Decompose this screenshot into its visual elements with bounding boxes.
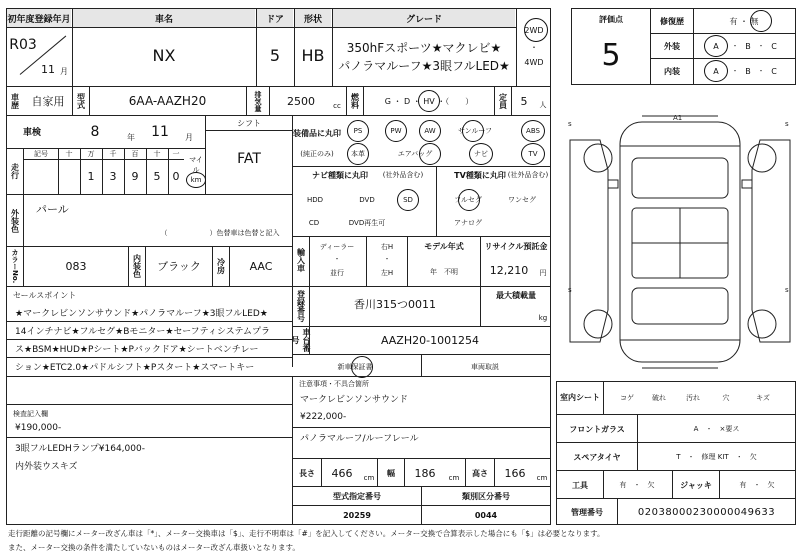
shape: HB xyxy=(301,45,325,65)
int-dot2: ・ xyxy=(757,67,765,75)
seat-item-4: キズ xyxy=(756,394,770,402)
tv-fullseg: フルセグ xyxy=(454,196,482,204)
inspection-year-unit: 年 xyxy=(127,132,135,142)
footer-line1: 走行距離の記号欄にメーター改ざん車は「*」、メーター交換車は「$」、走行不明車は「#」を記入してください。メーター交換で合算表示した場合にも「$」は必要となります。 xyxy=(8,529,605,538)
repair-options: 有 ・ 無 xyxy=(729,16,759,26)
inspection-month: 11 xyxy=(151,124,169,140)
nav-label: ナビ種類に丸印 xyxy=(312,170,368,180)
car-name: NX xyxy=(152,45,176,65)
notes-line-1: ¥222,000- xyxy=(300,412,347,422)
inspector-label: 検査記入欄 xyxy=(13,410,48,418)
equipment-label: 装備品に丸印 xyxy=(293,128,341,138)
tv-fullseg-circle xyxy=(458,189,480,211)
nav-hdd: HDD xyxy=(306,196,324,204)
reg-year: R03 xyxy=(9,37,37,53)
plate-label: 登録番号 xyxy=(296,290,306,322)
sales-line-0: ★マークレビンソンサウンド★パノラマルーフ★3眼フルLED★ xyxy=(15,308,268,319)
nav-sub: (社外品含む) xyxy=(382,171,424,179)
equip-tv-circle xyxy=(521,143,545,165)
int-dot1: ・ xyxy=(731,67,739,75)
color-value: パール xyxy=(36,203,69,216)
ac: AAC xyxy=(249,259,273,273)
color-label: 外装色 xyxy=(10,209,20,233)
jack-items: 有 ・ 欠 xyxy=(739,481,775,489)
import-dot: ・ xyxy=(333,255,341,263)
exterior-label: 外装 xyxy=(664,41,680,51)
digit-header-3: 千 xyxy=(109,150,117,158)
tools-label: 工具 xyxy=(572,480,588,490)
diagram-marker-a1: A1 xyxy=(673,114,683,122)
score: 5 xyxy=(601,37,621,73)
car-name-label: 車名 xyxy=(73,9,255,27)
mileage-digit-5: 0 xyxy=(172,169,180,183)
tv-sub: (社外品含む) xyxy=(507,171,549,179)
nav-sd-circle xyxy=(397,189,419,211)
equip-sunroof-circle xyxy=(462,120,484,142)
mgmt-number: 02038000230000049633 xyxy=(637,506,776,518)
door: 5 xyxy=(269,45,281,65)
exterior-grade-b: B xyxy=(745,41,751,51)
reg-month-unit: 月 xyxy=(60,66,68,76)
width-unit: cm xyxy=(448,474,460,482)
inspector-line-0: ¥190,000- xyxy=(15,423,62,433)
digit-header-4: 百 xyxy=(131,150,139,158)
displacement: 2500 xyxy=(287,94,315,108)
sales-line-1: 14インチナビ★フルセグ★Bモニター★セーフティシステムプラ xyxy=(15,326,271,337)
tv-analog: アナログ xyxy=(454,219,482,227)
height-label: 高さ xyxy=(472,468,488,478)
mileage-digit-3: 9 xyxy=(131,169,139,183)
model-year-label: モデル年式 xyxy=(424,241,464,251)
digit-header-1: 十 xyxy=(65,150,73,158)
type-class-label: 類別区分番号 xyxy=(462,491,510,501)
seat-item-3: 穴 xyxy=(722,394,730,402)
load-label: 最大積載量 xyxy=(496,290,536,300)
model-year: 年 不明 xyxy=(430,268,458,276)
shape-label: 形状 xyxy=(295,9,331,27)
equip-sunroof: サンルーフ xyxy=(457,127,493,135)
door-label: ドア xyxy=(257,9,293,27)
notes-line-0: マークレビンソンサウンド xyxy=(300,394,409,405)
equip-leather: 本革 xyxy=(351,150,365,158)
equip-tv: TV xyxy=(528,150,538,158)
equip-nav-circle xyxy=(469,143,493,165)
capacity-label: 定員 xyxy=(498,93,508,109)
mileage-unit-mile: マイル xyxy=(189,156,203,174)
grade-line1: 350hFスポーツ★マクレビ★ xyxy=(346,40,502,55)
fuel-label: 燃料 xyxy=(350,93,360,109)
tv-oneseg: ワンセグ xyxy=(508,196,536,204)
model: 6AA-AAZH20 xyxy=(128,94,207,108)
inspection-month-unit: 月 xyxy=(185,132,193,142)
shift-label: シフト xyxy=(237,118,261,128)
usage: 自家用 xyxy=(31,95,65,108)
seat-item-1: 破れ xyxy=(652,394,666,402)
capacity-unit: 人 xyxy=(539,101,547,109)
seat-item-2: 汚れ xyxy=(686,394,700,402)
equip-nav: ナビ xyxy=(474,150,488,158)
load-unit: kg xyxy=(538,314,548,322)
import-dealer: ディーラー xyxy=(319,243,355,251)
length-unit: cm xyxy=(363,474,375,482)
usage-label: 車歴 xyxy=(10,93,20,109)
diagram-s-tr: s xyxy=(785,120,789,128)
nav-sd: SD xyxy=(403,196,413,204)
interior-color: ブラック xyxy=(157,260,201,273)
equip-airbag-circle xyxy=(419,143,441,165)
equip-leather-circle xyxy=(347,143,369,165)
interior-label: 内装 xyxy=(664,66,680,76)
import-left: 左H xyxy=(380,269,394,277)
ac-label: 冷房 xyxy=(216,258,226,274)
footer-line2: また、メーター交換の条件を満たしていないものはメーター改ざん車扱いとなります。 xyxy=(8,543,300,552)
height-unit: cm xyxy=(536,474,548,482)
guarantee-new: 新車保証書 xyxy=(337,363,373,371)
mgmt-label: 管理番号 xyxy=(571,507,603,517)
sales-line-2: ス★BSM★HUD★Pシート★Pバックドア★シートベンチレー xyxy=(15,344,259,355)
ext-dot2: ・ xyxy=(757,42,765,50)
jack-label: ジャッキ xyxy=(680,480,712,490)
color-code: 083 xyxy=(65,259,87,273)
nav-cd: CD xyxy=(308,219,320,227)
type-model: 20259 xyxy=(343,510,371,520)
interior-seat-label: 室内シート xyxy=(560,392,600,402)
color-code-label: カラーNo. xyxy=(11,248,19,284)
capacity: 5 xyxy=(520,94,528,108)
equip-abs: ABS xyxy=(526,127,540,135)
width: 186 xyxy=(414,466,436,480)
import-dot2: ・ xyxy=(383,255,391,263)
spare-label: スペアタイヤ xyxy=(573,452,621,462)
diagram-s-tl: s xyxy=(568,120,572,128)
exterior-grade-a: A xyxy=(713,41,719,51)
import-right: 右H xyxy=(380,243,394,251)
width-label: 幅 xyxy=(387,468,395,478)
car-damage-diagram xyxy=(560,110,800,375)
drive-2wd-circle xyxy=(524,18,548,42)
drive-2wd: 2WD xyxy=(524,25,544,35)
inspector-line-2: 内外装ウスキズ xyxy=(15,461,78,472)
recycle: 12,210 xyxy=(489,263,529,277)
windshield-items: A ・ ×要ス xyxy=(693,425,740,433)
import-label: 輸入車 xyxy=(296,248,306,272)
notes-label: 注意事項・不具合箇所 xyxy=(299,380,369,388)
mileage-unit-km: km xyxy=(190,176,202,184)
type-model-label: 型式指定番号 xyxy=(333,491,381,501)
guarantee-circle xyxy=(351,356,373,378)
plate-value: 香川315つ0011 xyxy=(354,298,436,311)
nav-dvd: DVD xyxy=(359,196,375,204)
tv-label: TV種類に丸印 xyxy=(454,170,506,180)
ext-dot1: ・ xyxy=(731,42,739,50)
height: 166 xyxy=(504,466,526,480)
tools-items: 有 ・ 欠 xyxy=(619,481,655,489)
diagram-s-br: s xyxy=(785,286,789,294)
sales-label: セールスポイント xyxy=(13,290,77,300)
grade-line2: パノラマルーフ★3眼フルLED★ xyxy=(338,58,510,73)
km-circle xyxy=(186,172,206,188)
model-label: 型式 xyxy=(76,93,86,109)
digit-header-5: 十 xyxy=(153,150,161,158)
windshield-label: フロントガラス xyxy=(569,424,625,434)
mileage-digit-4: 5 xyxy=(153,169,161,183)
interior-selected-circle xyxy=(704,60,728,82)
equip-aw-circle xyxy=(419,120,441,142)
exterior-selected-circle xyxy=(704,35,728,57)
drive-dot: ・ xyxy=(530,42,538,52)
mileage-digit-2: 3 xyxy=(109,169,117,183)
shift: FAT xyxy=(237,151,261,167)
length: 466 xyxy=(331,466,353,480)
length-label: 長さ xyxy=(299,468,315,478)
equip-pw-circle xyxy=(385,120,407,142)
type-class: 0044 xyxy=(474,510,498,520)
interior-grade-b: B xyxy=(745,66,751,76)
fuel-selected-circle xyxy=(418,90,440,112)
equip-abs-circle xyxy=(521,120,545,142)
fuel-options: G ・ D ・ HV ・（ ） xyxy=(384,96,474,106)
color-note: （ ）色替車は色替と記入 xyxy=(160,229,280,237)
repair-selected-circle xyxy=(750,10,772,32)
inspection-year: 8 xyxy=(90,124,100,140)
notes-line-2: パノラマルーフ/ルーフレール xyxy=(300,433,419,444)
recycle-label: リサイクル預託金 xyxy=(484,241,548,251)
spare-items: T ・ 修理 KIT ・ 欠 xyxy=(676,453,757,461)
seat-item-0: コゲ xyxy=(620,394,634,402)
nav-dvd-play: DVD再生可 xyxy=(348,219,386,227)
displacement-unit: cc xyxy=(333,102,341,110)
interior-grade-c: C xyxy=(771,66,777,76)
equip-ps-circle xyxy=(347,120,369,142)
equip-airbag: エアバッグ xyxy=(397,150,433,158)
score-label: 評価点 xyxy=(599,14,623,24)
inspector-line-1: 3眼フルLEDHランプ¥164,000- xyxy=(15,443,145,454)
guarantee-manual: 車両取説 xyxy=(471,363,499,371)
import-parallel: 並行 xyxy=(330,269,344,277)
repair-label: 修復歴 xyxy=(660,16,684,26)
diagram-s-bl: s xyxy=(568,286,572,294)
chassis-value: AAZH20-1001254 xyxy=(380,333,480,347)
equipment-sub: (純正のみ) xyxy=(300,150,334,158)
exterior-grade-c: C xyxy=(771,41,777,51)
chassis-label: 車台番号 xyxy=(291,328,311,352)
mileage-label: 走行 xyxy=(10,163,20,179)
digit-header-0: 記号 xyxy=(34,150,48,158)
reg-year-label: 初年度登録年月 xyxy=(7,9,71,27)
drive-4wd: 4WD xyxy=(524,57,544,67)
inspection-label: 車検 xyxy=(22,127,41,138)
recycle-unit: 円 xyxy=(539,269,547,277)
equip-pw: PW xyxy=(390,127,402,135)
digit-header-6: 一 xyxy=(172,150,180,158)
interior-grade-a: A xyxy=(713,66,719,76)
equip-aw: AW xyxy=(424,127,436,135)
sales-line-3: ション★ETC2.0★パドルシフト★Pスタート★スマートキー xyxy=(15,362,255,373)
grade-label: グレード xyxy=(333,9,515,27)
interior-color-label: 内装色 xyxy=(132,254,142,278)
equip-ps: PS xyxy=(353,127,363,135)
reg-month: 11 xyxy=(41,62,55,76)
digit-header-2: 万 xyxy=(87,150,95,158)
mileage-digit-1: 1 xyxy=(87,169,95,183)
displacement-label: 排気量 xyxy=(254,90,262,112)
